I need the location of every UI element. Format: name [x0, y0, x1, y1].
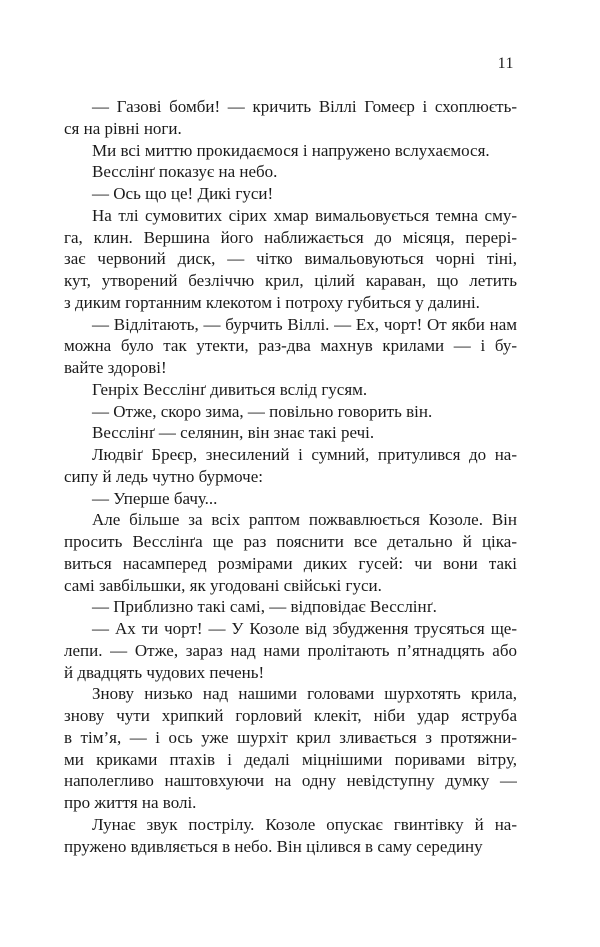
text-line: Лунає звук пострілу. Козоле опускає гвинтівку й на-: [92, 814, 517, 834]
text-line: Але більше за всіх раптом пожвавлюється Козоле. Він: [92, 510, 517, 530]
text-line: Весслінґ показує на небо.: [92, 162, 278, 182]
text-line: знову чути хрипкий горловий клекіт, ніби удар яструба: [64, 706, 517, 725]
text-line: пружено вдивляється в небо. Він цілився в саму середину: [64, 836, 483, 856]
text-line: лепи. — Отже, зараз над нами пролітають п’ятнадцять або: [64, 640, 517, 660]
text-line: Весслінґ — селянин, він знає такі речі.: [92, 423, 375, 443]
text-line: самі завбільшки, як угодовані свійські гуси.: [64, 575, 382, 595]
text-line: — Отже, скоро зима, — повільно говорить він.: [92, 401, 433, 421]
text-line: — Ах ти чорт! — У Козоле від збудження трусяться ще-: [92, 619, 517, 638]
text-line: — Відлітають, — бурчить Віллі. — Ех, чорт! От якби нам: [92, 314, 517, 334]
text-line: Генріх Весслінґ дивиться вслід гусям.: [92, 379, 368, 399]
text-line: зає червоний диск, — чітко вимальовуються чорні тіні,: [64, 249, 517, 269]
text-line: про життя на волі.: [64, 793, 197, 812]
text-line: — Ось що це! Дикі гуси!: [92, 184, 274, 203]
text-line: можна було так утекти, раз-два махнув крилами — і бу-: [64, 336, 517, 356]
text-line: Ми всі миттю прокидаємося і напружено вслухаємося.: [92, 140, 490, 160]
text-line: Знову низько над нашими головами шурхотять крила,: [92, 684, 517, 704]
text-line: вайте здорові!: [64, 358, 167, 377]
text-line: — Приблизно такі самі, — відповідає Весслінґ.: [92, 597, 437, 617]
text-line: просить Весслінґа ще раз пояснити все детально й ціка-: [64, 532, 517, 551]
text-line: ся на рівні ноги.: [64, 118, 182, 138]
text-line: й двадцять чудових печень!: [64, 662, 265, 682]
text-line: наполегливо наштовхуючи на одну невідступну думку —: [64, 771, 517, 791]
text-line: На тлі сумовитих сірих хмар вимальовується темна сму-: [92, 205, 517, 225]
text-line: Людвіґ Бреєр, знесилений і сумний, притулився до на-: [92, 445, 517, 464]
text-line: га, клин. Вершина його наближається до місяця, перері-: [64, 227, 517, 247]
page-text: [64, 96, 517, 857]
text-line: сипу й ледь чутно бурмоче:: [64, 466, 264, 486]
text-line: кут, утворений безліччю крил, цілий караван, що летить: [64, 271, 517, 290]
text-line: в тім’я, — і ось уже шурхіт крил зливається з протяжни-: [64, 727, 517, 747]
page-number: 11: [497, 55, 514, 72]
text-line: виться насамперед розмірами диких гусей: чи вони такі: [64, 553, 517, 573]
text-line: з диким гортанним клекотом і потроху губиться у далині.: [64, 292, 480, 312]
text-line: — Уперше бачу...: [92, 488, 218, 508]
text-line: — Газові бомби! — кричить Віллі Гомеєр і схоплюєть-: [92, 97, 517, 116]
text-line: ми криками птахів і дедалі міцнішими поривами вітру,: [64, 749, 517, 769]
